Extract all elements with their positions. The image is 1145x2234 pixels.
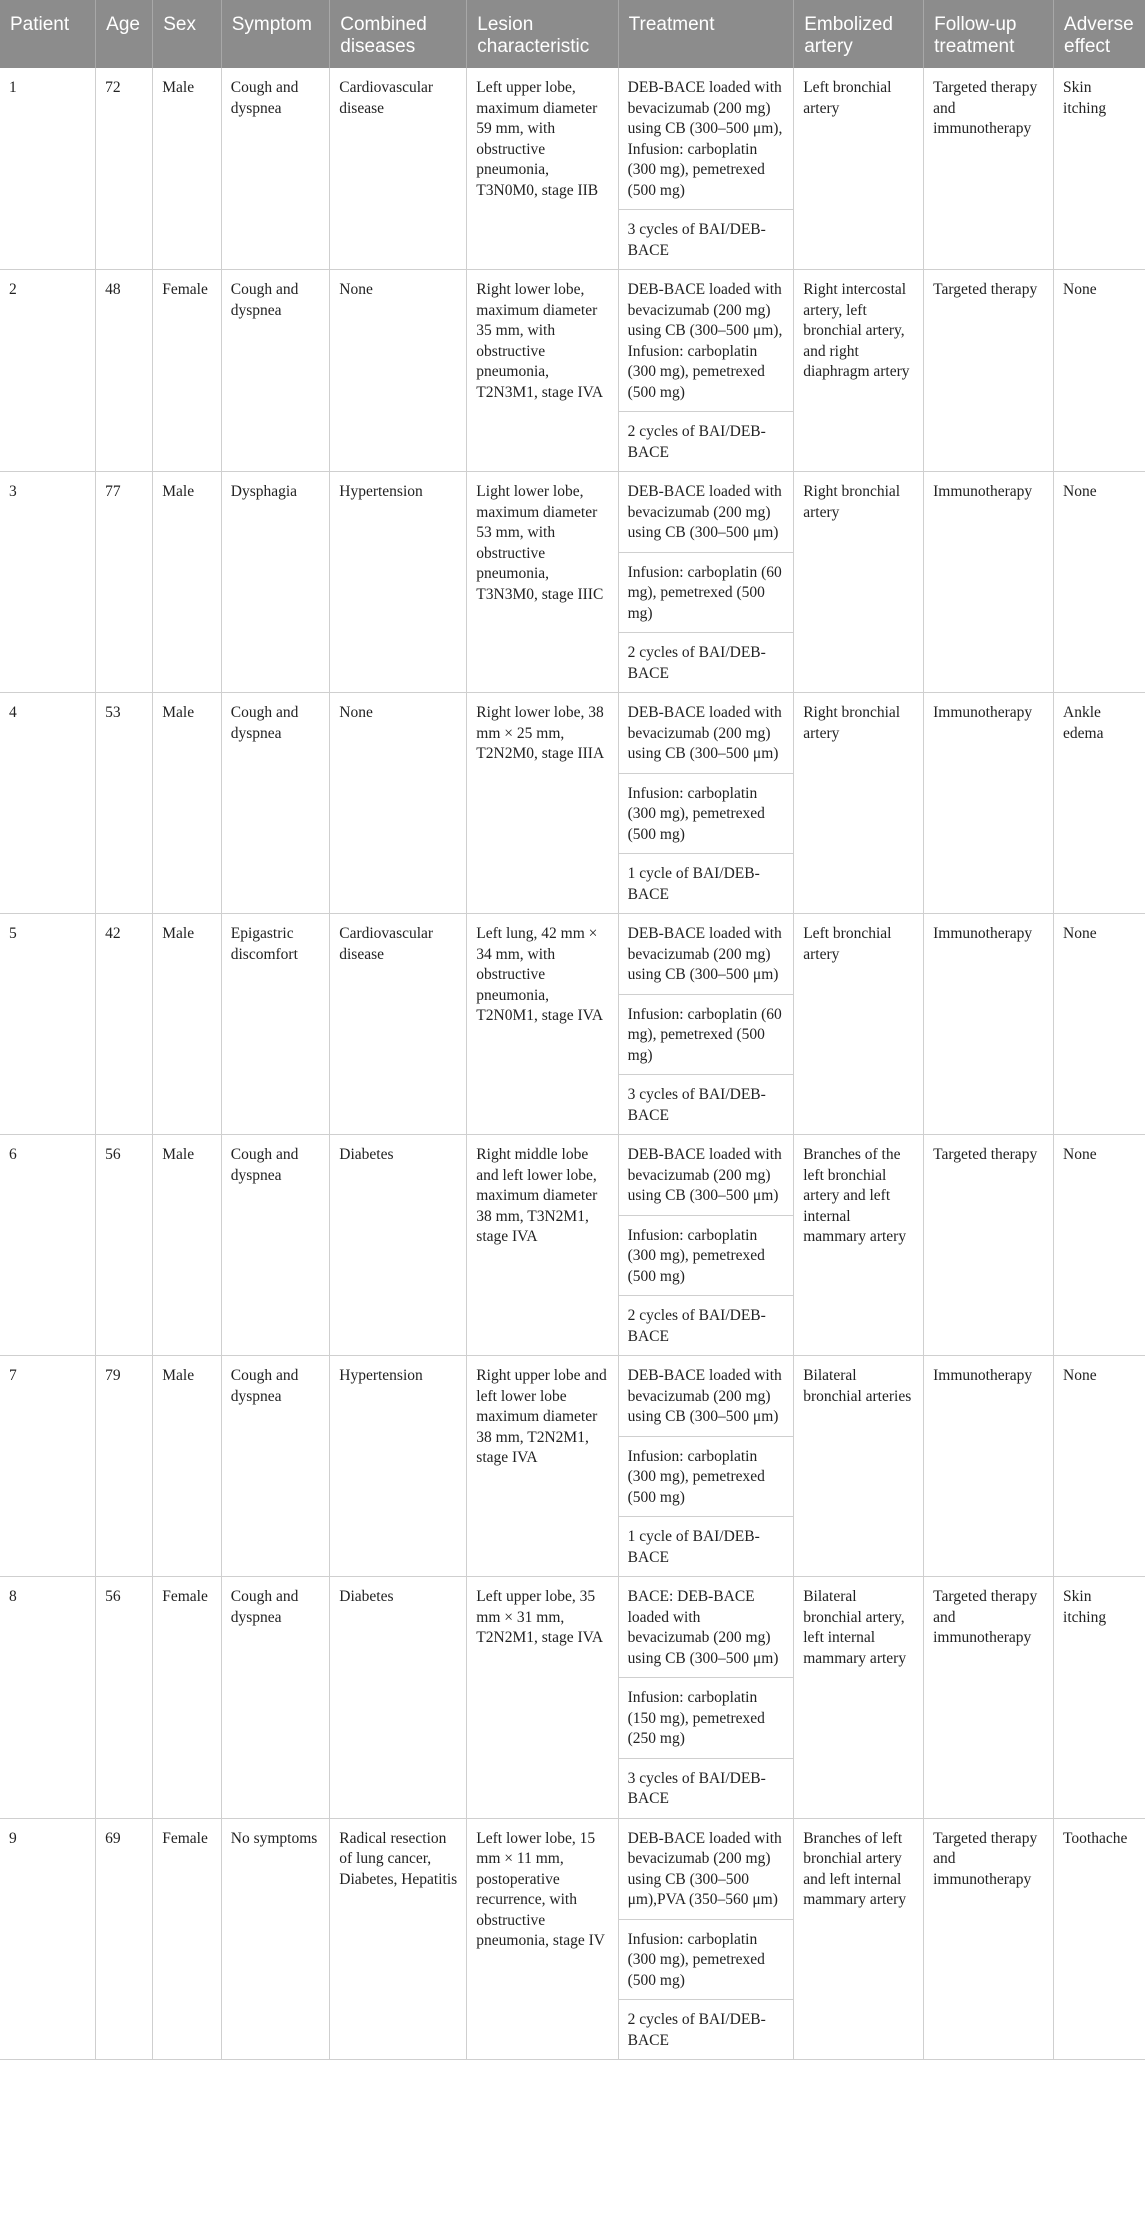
cell-adverse-effect: None xyxy=(1054,1135,1145,1356)
cell-follow-up-treatment: Immunotherapy xyxy=(924,472,1054,693)
cell-sex: Male xyxy=(153,1356,222,1577)
cell-sex: Female xyxy=(153,1577,222,1819)
cell-adverse-effect: Toothache xyxy=(1054,1818,1145,2060)
cell-follow-up-treatment: Targeted therapy xyxy=(924,270,1054,472)
table-row xyxy=(0,1135,1145,1356)
treatment-part: DEB-BACE loaded with bevacizumab (200 mg) using CB (300–500 μm),PVA (350–560 μm) xyxy=(619,1819,794,1920)
cell-lesion-characteristic: Left lung, 42 mm × 34 mm, with obstructive pneumonia, T2N0M1, stage IVA xyxy=(467,914,618,1135)
table-row xyxy=(0,1818,1145,2060)
cell-lesion-characteristic: Right middle lobe and left lower lobe, maximum diameter 38 mm, T3N2M1, stage IVA xyxy=(467,1135,618,1356)
cell-adverse-effect: None xyxy=(1054,914,1145,1135)
cell-combined-diseases: Cardiovascular disease xyxy=(330,914,467,1135)
table-row xyxy=(0,1577,1145,1819)
treatment-part: Infusion: carboplatin (60 mg), pemetrexed (500 mg) xyxy=(619,553,794,634)
cell-lesion-characteristic: Left lower lobe, 15 mm × 11 mm, postoperative recurrence, with obstructive pneumonia, stage IV xyxy=(467,1818,618,2060)
table-row xyxy=(0,914,1145,1135)
cell-sex: Male xyxy=(153,693,222,914)
cell-combined-diseases: Cardiovascular disease xyxy=(330,68,467,270)
cell-symptom: Cough and dyspnea xyxy=(221,1577,330,1819)
header-combined-diseases: Combined diseases xyxy=(330,0,467,68)
header-lesion-characteristic: Lesion characteristic xyxy=(467,0,618,68)
treatment-part: 2 cycles of BAI/DEB-BACE xyxy=(627,2011,766,2049)
cell-lesion-characteristic: Right lower lobe, 38 mm × 25 mm, T2N2M0, stage IIIA xyxy=(467,693,618,914)
cell-symptom: Cough and dyspnea xyxy=(221,693,330,914)
header-adverse-effect: Adverse effect xyxy=(1054,0,1145,68)
cell-patient: 5 xyxy=(0,914,96,1135)
cell-follow-up-treatment: Immunotherapy xyxy=(924,914,1054,1135)
treatment-part: DEB-BACE loaded with bevacizumab (200 mg) using CB (300–500 μm), Infusion: carboplatin (300 mg), pemetrexed (500 mg) xyxy=(619,68,794,210)
cell-age: 53 xyxy=(96,693,153,914)
cell-treatment xyxy=(618,914,794,1135)
cell-adverse-effect: Skin itching xyxy=(1054,1577,1145,1819)
cell-treatment xyxy=(618,1818,794,2060)
treatment-part: 2 cycles of BAI/DEB-BACE xyxy=(627,1307,766,1345)
cell-symptom: Cough and dyspnea xyxy=(221,1135,330,1356)
cell-combined-diseases: Hypertension xyxy=(330,1356,467,1577)
cell-lesion-characteristic: Left upper lobe, 35 mm × 31 mm, T2N2M1, stage IVA xyxy=(467,1577,618,1819)
treatment-part: 1 cycle of BAI/DEB-BACE xyxy=(627,1528,760,1566)
cell-adverse-effect: None xyxy=(1054,472,1145,693)
treatment-part: Infusion: carboplatin (60 mg), pemetrexed (500 mg) xyxy=(619,995,794,1076)
cell-symptom: Cough and dyspnea xyxy=(221,68,330,270)
cell-embolized-artery: Left bronchial artery xyxy=(794,914,924,1135)
cell-embolized-artery: Bilateral bronchial arteries xyxy=(794,1356,924,1577)
treatment-part: Infusion: carboplatin (300 mg), pemetrexed (500 mg) xyxy=(619,1437,794,1518)
cell-age: 79 xyxy=(96,1356,153,1577)
treatment-part: Infusion: carboplatin (150 mg), pemetrexed (250 mg) xyxy=(619,1678,794,1759)
cell-lesion-characteristic: Right upper lobe and left lower lobe maximum diameter 38 mm, T2N2M1, stage IVA xyxy=(467,1356,618,1577)
cell-symptom: Dysphagia xyxy=(221,472,330,693)
cell-adverse-effect: None xyxy=(1054,1356,1145,1577)
cell-combined-diseases: Hypertension xyxy=(330,472,467,693)
treatment-part: DEB-BACE loaded with bevacizumab (200 mg) using CB (300–500 μm) xyxy=(619,693,794,774)
cell-sex: Male xyxy=(153,68,222,270)
treatment-part: 3 cycles of BAI/DEB-BACE xyxy=(627,221,766,259)
cell-treatment xyxy=(618,693,794,914)
cell-age: 72 xyxy=(96,68,153,270)
cell-sex: Male xyxy=(153,1135,222,1356)
cell-combined-diseases: None xyxy=(330,270,467,472)
treatment-part: 2 cycles of BAI/DEB-BACE xyxy=(627,644,766,682)
cell-patient: 2 xyxy=(0,270,96,472)
cell-embolized-artery: Right intercostal artery, left bronchial artery, and right diaphragm artery xyxy=(794,270,924,472)
cell-embolized-artery: Left bronchial artery xyxy=(794,68,924,270)
cell-patient: 6 xyxy=(0,1135,96,1356)
cell-patient: 3 xyxy=(0,472,96,693)
cell-patient: 8 xyxy=(0,1577,96,1819)
cell-embolized-artery: Branches of left bronchial artery and left internal mammary artery xyxy=(794,1818,924,2060)
treatment-part: 3 cycles of BAI/DEB-BACE xyxy=(627,1769,766,1807)
header-age: Age xyxy=(96,0,153,68)
table-body xyxy=(0,68,1145,2060)
cell-age: 69 xyxy=(96,1818,153,2060)
header-sex: Sex xyxy=(153,0,222,68)
cell-patient: 7 xyxy=(0,1356,96,1577)
cell-treatment xyxy=(618,1577,794,1819)
cell-treatment xyxy=(618,1356,794,1577)
treatment-part: DEB-BACE loaded with bevacizumab (200 mg) using CB (300–500 μm) xyxy=(619,1135,794,1216)
header-treatment: Treatment xyxy=(618,0,794,68)
treatment-part: 2 cycles of BAI/DEB-BACE xyxy=(627,423,766,461)
cell-patient: 1 xyxy=(0,68,96,270)
cell-age: 48 xyxy=(96,270,153,472)
table-row xyxy=(0,68,1145,270)
table-row xyxy=(0,1356,1145,1577)
cell-symptom: No symptoms xyxy=(221,1818,330,2060)
header-symptom: Symptom xyxy=(221,0,330,68)
cell-patient: 9 xyxy=(0,1818,96,2060)
cell-patient: 4 xyxy=(0,693,96,914)
cell-combined-diseases: Radical resection of lung cancer, Diabetes, Hepatitis xyxy=(330,1818,467,2060)
treatment-part: 1 cycle of BAI/DEB-BACE xyxy=(627,865,760,903)
cell-embolized-artery: Branches of the left bronchial artery and left internal mammary artery xyxy=(794,1135,924,1356)
cell-symptom: Epigastric discomfort xyxy=(221,914,330,1135)
cell-combined-diseases: Diabetes xyxy=(330,1135,467,1356)
cell-follow-up-treatment: Immunotherapy xyxy=(924,1356,1054,1577)
treatment-part: Infusion: carboplatin (300 mg), pemetrexed (500 mg) xyxy=(619,1920,794,2001)
treatment-part: Infusion: carboplatin (300 mg), pemetrexed (500 mg) xyxy=(619,1216,794,1297)
treatment-part: DEB-BACE loaded with bevacizumab (200 mg) using CB (300–500 μm), Infusion: carboplatin (300 mg), pemetrexed (500 mg) xyxy=(619,270,794,412)
cell-embolized-artery: Right bronchial artery xyxy=(794,472,924,693)
cell-adverse-effect: None xyxy=(1054,270,1145,472)
cell-adverse-effect: Skin itching xyxy=(1054,68,1145,270)
treatment-part: DEB-BACE loaded with bevacizumab (200 mg) using CB (300–500 μm) xyxy=(619,472,794,553)
cell-sex: Female xyxy=(153,1818,222,2060)
cell-age: 56 xyxy=(96,1577,153,1819)
cell-symptom: Cough and dyspnea xyxy=(221,1356,330,1577)
cell-embolized-artery: Right bronchial artery xyxy=(794,693,924,914)
cell-embolized-artery: Bilateral bronchial artery, left internal mammary artery xyxy=(794,1577,924,1819)
header-patient: Patient xyxy=(0,0,96,68)
treatment-part: 3 cycles of BAI/DEB-BACE xyxy=(627,1086,766,1124)
header-row xyxy=(0,0,1145,68)
cell-follow-up-treatment: Targeted therapy and immunotherapy xyxy=(924,1577,1054,1819)
cell-follow-up-treatment: Targeted therapy and immunotherapy xyxy=(924,1818,1054,2060)
cell-treatment xyxy=(618,472,794,693)
cell-lesion-characteristic: Right lower lobe, maximum diameter 35 mm, with obstructive pneumonia, T2N3M1, stage IVA xyxy=(467,270,618,472)
cell-age: 77 xyxy=(96,472,153,693)
cell-follow-up-treatment: Immunotherapy xyxy=(924,693,1054,914)
header-embolized-artery: Embolized artery xyxy=(794,0,924,68)
cell-lesion-characteristic: Left upper lobe, maximum diameter 59 mm, with obstructive pneumonia, T3N0M0, stage IIB xyxy=(467,68,618,270)
cell-symptom: Cough and dyspnea xyxy=(221,270,330,472)
table-row xyxy=(0,472,1145,693)
cell-age: 42 xyxy=(96,914,153,1135)
treatment-part: DEB-BACE loaded with bevacizumab (200 mg) using CB (300–500 μm) xyxy=(619,1356,794,1437)
cell-treatment xyxy=(618,1135,794,1356)
cell-sex: Male xyxy=(153,914,222,1135)
treatment-part: BACE: DEB-BACE loaded with bevacizumab (200 mg) using CB (300–500 μm) xyxy=(619,1577,794,1678)
table-row xyxy=(0,270,1145,472)
cell-age: 56 xyxy=(96,1135,153,1356)
cell-lesion-characteristic: Light lower lobe, maximum diameter 53 mm, with obstructive pneumonia, T3N3M0, stage IIIC xyxy=(467,472,618,693)
cell-sex: Male xyxy=(153,472,222,693)
cell-combined-diseases: Diabetes xyxy=(330,1577,467,1819)
cell-treatment xyxy=(618,68,794,270)
cell-follow-up-treatment: Targeted therapy xyxy=(924,1135,1054,1356)
header-follow-up-treatment: Follow-up treatment xyxy=(924,0,1054,68)
cell-follow-up-treatment: Targeted therapy and immunotherapy xyxy=(924,68,1054,270)
cell-adverse-effect: Ankle edema xyxy=(1054,693,1145,914)
table-row xyxy=(0,693,1145,914)
treatment-part: DEB-BACE loaded with bevacizumab (200 mg) using CB (300–500 μm) xyxy=(619,914,794,995)
cell-treatment xyxy=(618,270,794,472)
cell-sex: Female xyxy=(153,270,222,472)
cell-combined-diseases: None xyxy=(330,693,467,914)
treatment-part: Infusion: carboplatin (300 mg), pemetrexed (500 mg) xyxy=(619,774,794,855)
